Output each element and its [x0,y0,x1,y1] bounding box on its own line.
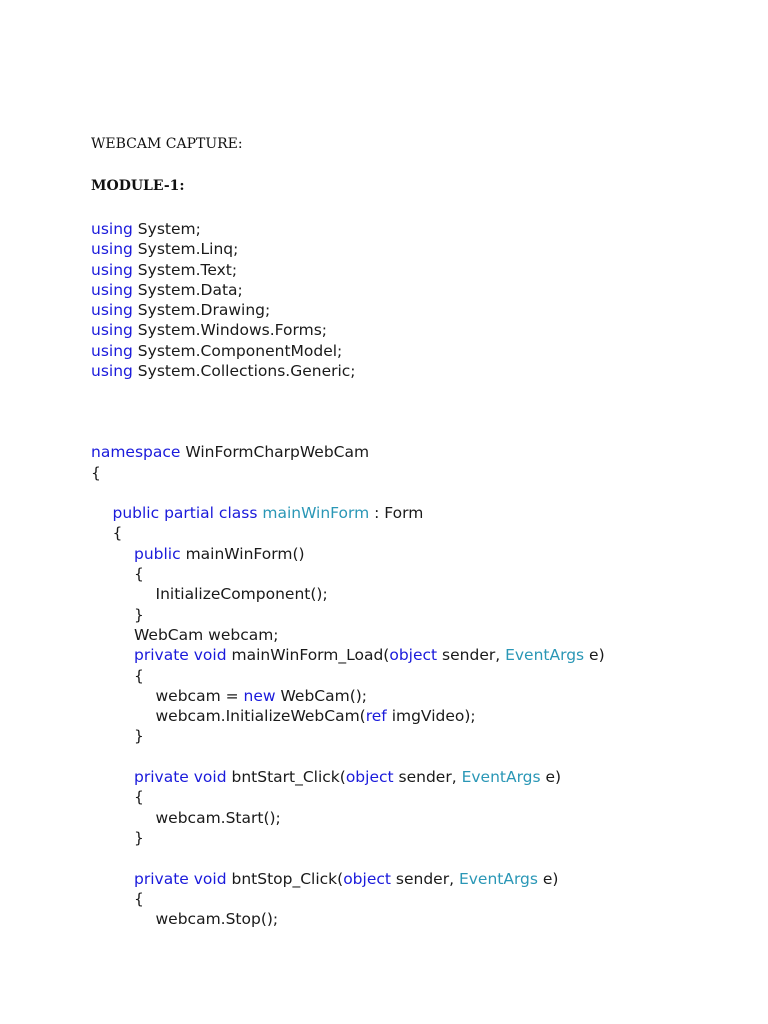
code-keyword: void [193,869,227,888]
code-text: e) [540,768,562,787]
code-text: webcam.Start(); [155,808,281,827]
code-keyword: using [91,260,133,279]
code-text: WinFormCharpWebCam [180,443,370,462]
code-text: { [112,524,123,543]
document-title: WEBCAM CAPTURE: [91,136,243,152]
section-heading: MODULE-1: [91,178,185,194]
code-type-name: EventArgs [458,869,538,888]
code-line [91,625,605,645]
code-text: e) [584,646,605,665]
code-keyword: ref [365,707,387,726]
code-line [91,584,605,604]
code-line [91,544,605,564]
code-text: } [134,828,144,847]
code-keyword: using [91,321,133,340]
code-text: imgVideo); [386,707,476,726]
code-line [91,219,605,239]
code-text: bntStart_Click( [226,768,346,787]
code-line [91,422,605,442]
code-text: mainWinForm_Load( [226,646,390,665]
code-line [91,503,605,523]
code-text: WebCam(); [275,686,368,705]
code-block [91,219,605,929]
code-line [91,605,605,625]
code-line [91,808,605,828]
code-line [91,787,605,807]
code-text: } [134,727,144,746]
code-keyword: using [91,362,133,381]
code-text: System; [132,220,201,238]
code-text: System.ComponentModel; [132,341,343,360]
code-text: webcam.InitializeWebCam( [155,707,366,726]
code-text: : Form [369,504,424,523]
code-line [91,463,605,483]
code-line [91,280,605,300]
code-line [91,645,605,665]
code-keyword: using [91,280,133,299]
code-text: mainWinForm() [180,544,305,563]
code-type-name: EventArgs [505,646,585,665]
code-line [91,909,605,929]
code-keyword: void [193,646,227,665]
code-line [91,706,605,726]
code-text: { [134,565,144,584]
code-text: sender, [393,768,462,787]
code-keyword: partial [164,504,214,523]
code-keyword: namespace [91,443,181,462]
code-keyword: using [91,240,133,259]
code-text: System.Text; [132,260,238,279]
code-text: webcam = [155,686,244,705]
code-keyword: object [345,768,394,787]
code-text: { [134,889,144,908]
code-line [91,381,605,401]
code-line [91,686,605,706]
code-line [91,523,605,543]
code-text: System.Windows.Forms; [132,321,327,340]
code-line [91,564,605,584]
code-text: bntStop_Click( [226,869,344,888]
code-line [91,260,605,280]
code-keyword: private [134,768,189,787]
code-keyword: public [134,544,181,563]
code-text: { [91,463,101,482]
code-line [91,828,605,848]
code-text: System.Data; [132,280,243,299]
code-text: WebCam webcam; [134,625,279,644]
code-line [91,848,605,868]
code-line [91,483,605,503]
code-text: System.Collections.Generic; [132,362,356,381]
code-text: System.Drawing; [132,301,271,320]
code-line [91,889,605,909]
code-keyword: class [218,504,258,523]
code-type-name: EventArgs [461,768,541,787]
code-text: sender, [390,869,459,888]
code-text: e) [537,869,559,888]
code-text: webcam.Stop(); [155,910,279,929]
code-keyword: void [193,768,227,787]
code-keyword: using [91,220,133,238]
code-line [91,402,605,422]
code-text: { [134,788,144,807]
code-keyword: private [134,646,189,665]
code-line [91,300,605,320]
code-line [91,442,605,462]
code-line [91,726,605,746]
code-line [91,361,605,381]
code-keyword: public [112,504,160,523]
code-text: sender, [437,646,506,665]
code-line [91,767,605,787]
code-line [91,869,605,889]
code-line [91,341,605,361]
code-line [91,747,605,767]
code-keyword: object [343,869,391,888]
code-keyword: using [91,341,133,360]
code-keyword: using [91,301,133,320]
code-text: System.Linq; [132,240,239,259]
code-text: } [134,605,144,624]
code-text: { [134,666,144,685]
code-text: InitializeComponent(); [155,585,328,604]
code-line [91,666,605,686]
code-keyword: object [389,646,438,665]
code-keyword: private [134,869,189,888]
code-line [91,320,605,340]
code-line [91,239,605,259]
code-keyword: new [243,686,276,705]
code-type-name: mainWinForm [262,504,370,523]
